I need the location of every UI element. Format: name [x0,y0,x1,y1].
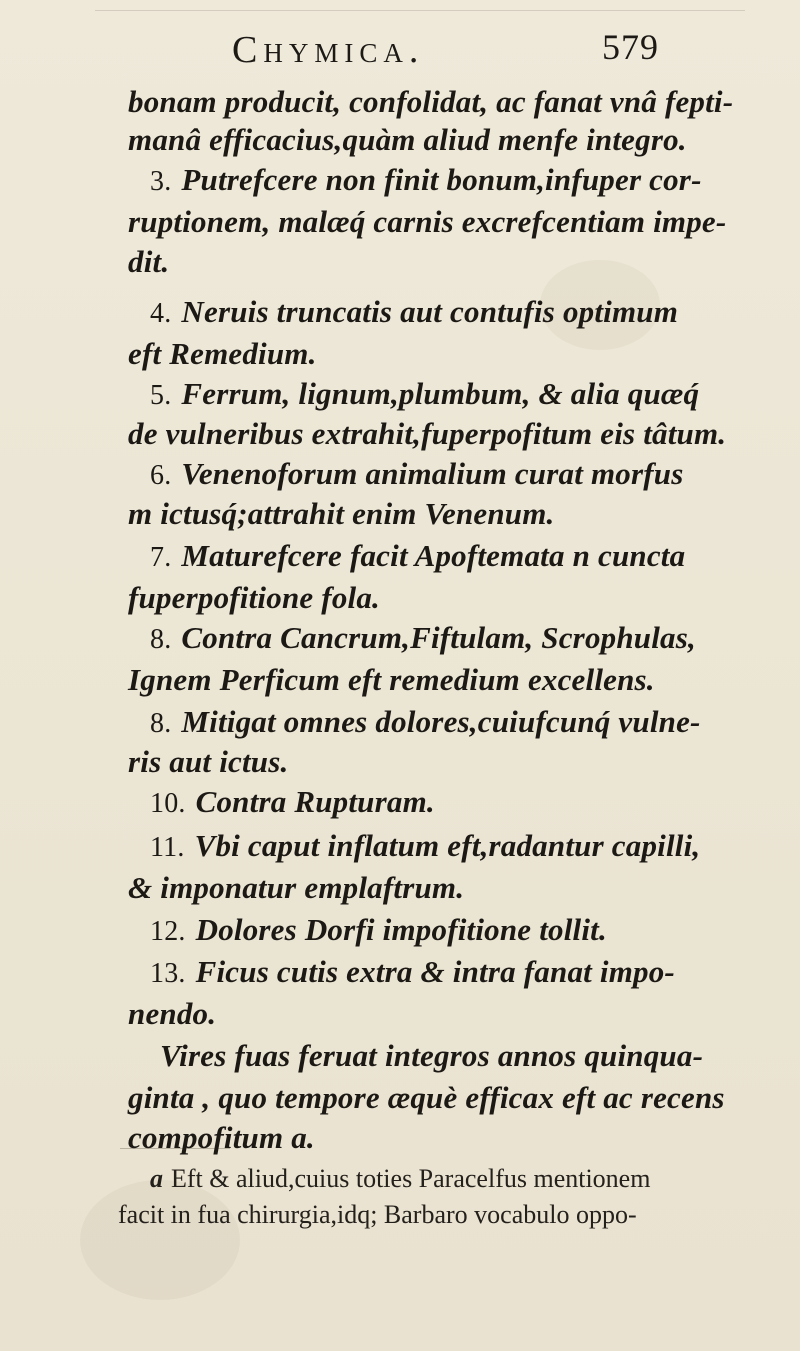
text-line [118,82,733,124]
line-text: eft Remedium. [128,336,317,371]
line-text: & imponatur emplaftrum. [128,870,465,905]
item-number: 7. [150,542,172,573]
footnote-line [150,1162,650,1196]
text-line [118,1118,315,1160]
item-number: 11. [150,832,185,863]
line-text: Ferrum, lignum,plumbum, & alia quæq́ [181,376,700,411]
text-line [118,1078,725,1120]
text-line [150,1036,703,1078]
text-line [150,782,435,824]
text-line [118,660,655,702]
text-line [118,494,555,536]
running-head: Chymica. [232,29,425,71]
line-text: m ictusq́;attrahit enim Venenum. [128,496,555,531]
footnote-line [118,1198,637,1232]
footnote-rule [120,1148,230,1149]
line-text: Contra Cancrum,Fiftulam, Scrophulas, [181,620,696,655]
line-text: ris aut ictus. [128,744,289,779]
line-text: de vulneribus extrahit,fuperpofitum eis tâtum. [128,416,727,451]
line-text: Mitigat omnes dolores,cuiufcunq́ vulne- [181,704,701,739]
item-number: 8. [150,624,172,655]
footnote-marker: a [150,1164,163,1193]
text-line [150,454,683,496]
text-line [118,994,216,1036]
text-line [150,618,696,660]
item-number: 8. [150,708,172,739]
text-line [118,742,288,784]
text-line [150,160,702,202]
line-text: ginta , quo tempore æquè efficax eft ac recens [128,1080,725,1115]
text-line [150,292,678,334]
item-number: 6. [150,460,172,491]
item-number: 5. [150,380,172,411]
text-line [118,414,726,456]
line-text: Putrefcere non finit bonum,infuper cor- [181,162,702,197]
item-number: 12. [150,916,186,947]
text-line [150,952,675,994]
text-line [118,578,380,620]
line-text: nendo. [128,996,217,1031]
item-number: 4. [150,298,172,329]
item-number: 3. [150,166,172,197]
page-number: 579 [602,27,659,67]
line-text: Ignem Perficum eft remedium excellens. [128,662,655,697]
text-line [150,374,699,416]
text-line [118,868,464,910]
text-line [150,536,685,578]
text-line [150,702,701,744]
line-text: Neruis truncatis aut contufis optimum [181,294,679,329]
text-line [150,826,700,868]
line-text: manâ efficacius,quàm aliud menfe integro. [128,122,687,157]
item-number: 10. [150,788,186,819]
line-text: dit. [128,244,170,279]
line-text: Dolores Dorfi impofitione tollit. [195,912,607,947]
text-line [118,334,317,376]
text-line [118,202,726,244]
footnote-text: facit in fua chirurgia,idq; Barbaro vocabulo oppo- [118,1200,637,1229]
footnote-text: Eft & aliud,cuius toties Paracelfus mentionem [171,1164,651,1193]
line-text: ruptionem, malæq́ carnis excrefcentiam impe- [128,204,727,239]
line-text: Venenoforum animalium curat morfus [181,456,684,491]
text-line [118,242,169,284]
line-text: Maturefcere facit Apoftemata n cuncta [181,538,686,573]
line-text: compofitum a. [128,1120,315,1155]
line-text: Vires fuas feruat integros annos quinqua- [160,1038,704,1073]
line-text: Contra Rupturam. [195,784,435,819]
line-text: fuperpofitione fola. [128,580,380,615]
item-number: 13. [150,958,186,989]
line-text: Vbi caput inflatum eft,radantur capilli, [194,828,701,863]
line-text: Ficus cutis extra & intra fanat impo- [195,954,675,989]
text-line [118,120,687,162]
text-line [150,910,607,952]
line-text: bonam producit, confolidat, ac fanat vnâ fepti- [128,84,734,119]
